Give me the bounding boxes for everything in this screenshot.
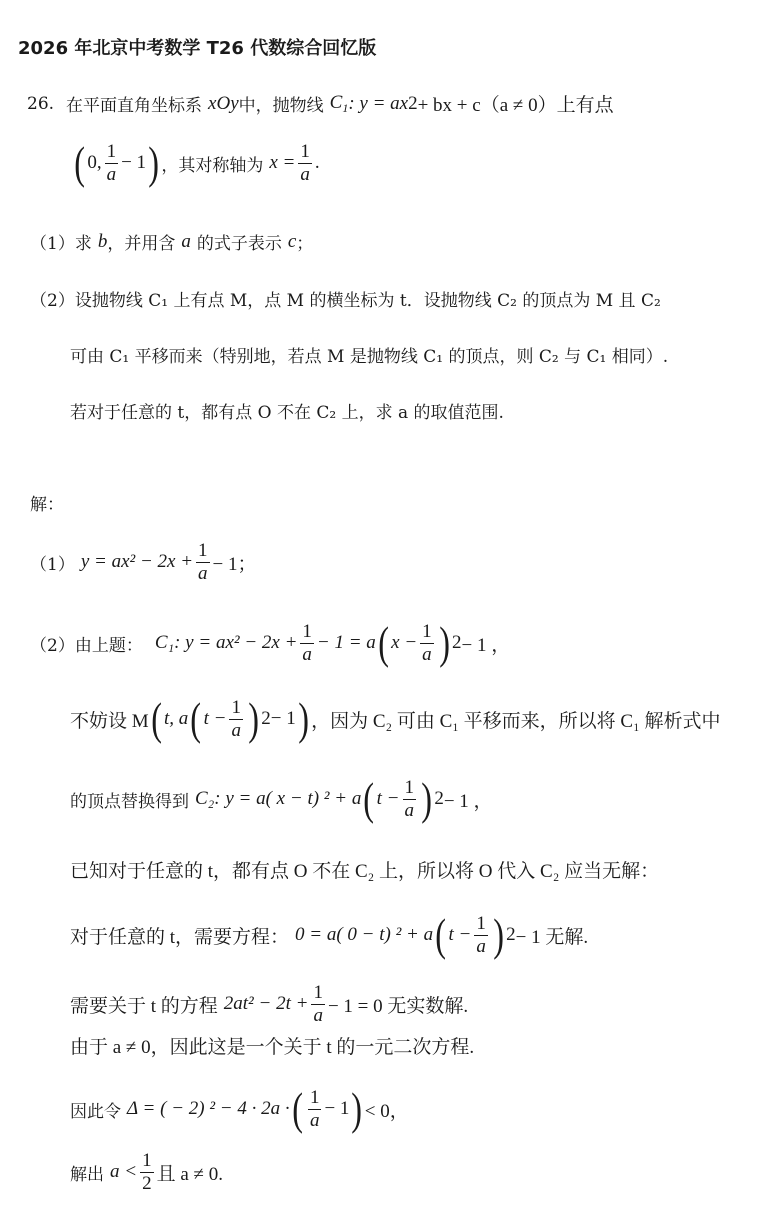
right-paren: )	[298, 693, 309, 744]
part-1	[30, 229, 313, 254]
solution9-equation: Δ = ( − 2) ² − 4 · 2a ·	[127, 1098, 290, 1119]
page-title: 2026 年北京中考数学 T26 代数综合回忆版	[18, 38, 377, 59]
right-paren: )	[438, 617, 450, 668]
problem-intro: 在平面直角坐标系	[66, 96, 203, 116]
problem-mid: 中，抛物线	[238, 96, 324, 116]
solution-6	[70, 909, 589, 960]
solution-9	[70, 1083, 409, 1134]
point-tail: − 1	[121, 152, 147, 173]
solution4-tail: − 1 ，	[443, 790, 493, 812]
var-c: c	[287, 230, 297, 252]
solution2-label: （2）由上题：	[30, 635, 143, 656]
solution-4	[70, 773, 493, 824]
solution7-tail: − 1 = 0 无实数解.	[327, 995, 469, 1017]
solution6-equation: 0 = a( 0 − t) ² + a	[295, 924, 434, 945]
left-paren: (	[363, 773, 375, 824]
left-paren: (	[74, 137, 86, 188]
solution3-post: ，因为 C₂ 可由 C₁ 平移而来，所以将 C₁ 解析式中	[311, 710, 721, 732]
part1-label: （1）求	[30, 234, 92, 254]
solution-3	[70, 693, 721, 744]
point-x: 0,	[87, 152, 102, 173]
solution2-x: x −	[391, 632, 418, 653]
fraction-1-over-a: $\frac{1}{a}$	[106, 140, 117, 185]
exp-2: 2	[261, 708, 271, 729]
solution4-equation: C₂: y = a( x − t) ² + a	[195, 788, 362, 809]
parabola-equation: : y = ax	[348, 92, 409, 114]
part1-text: ，并用含	[107, 234, 176, 254]
part-2-line-3: 若对于任意的 t，都有点 O 不在 C₂ 上，求 a 的取值范围.	[70, 403, 504, 423]
left-paren: (	[190, 693, 202, 744]
solution7-pre: 需要关于 t 的方程	[70, 995, 218, 1017]
solution6-pre: 对于任意的 t，需要方程：	[70, 926, 290, 948]
fraction-1-over-a: $\frac{1}{a}$	[313, 982, 323, 1026]
problem-number: 26.	[27, 93, 55, 114]
period: .	[314, 152, 320, 173]
solution7-equation: 2at² − 2t +	[223, 993, 309, 1015]
var-a: a	[181, 230, 191, 252]
right-paren: )	[421, 773, 433, 824]
solution9-pre: 因此令	[70, 1101, 121, 1122]
solution1-equation: y = ax² − 2x +	[80, 551, 194, 573]
exp-2: 2	[506, 924, 516, 945]
solution1-tail: − 1；	[212, 553, 257, 575]
part-2-line-1: （2）设抛物线 C₁ 上有点 M，点 M 的横坐标为 t．设抛物线 C₂ 的顶点为 M 且 C₂	[30, 291, 661, 311]
symmetry-text: ，其对称轴为	[161, 155, 264, 176]
part-2-line-2: 可由 C₁ 平移而来（特别地，若点 M 是抛物线 C₁ 的顶点，则 C₂ 与 C₁ 相同）.	[70, 347, 669, 367]
fraction-1-over-2: $\frac{1}{2}$	[142, 1150, 152, 1194]
solution10-tail: 且 a ≠ 0.	[156, 1163, 223, 1185]
right-paren: )	[148, 137, 160, 188]
exp-2: 2	[434, 788, 444, 809]
fraction-1-over-a: $\frac{1}{a}$	[422, 620, 432, 665]
solution4-t: t −	[376, 788, 400, 809]
solution2-mid: − 1 = a	[316, 632, 376, 653]
right-paren: )	[351, 1083, 363, 1134]
solution-7	[70, 982, 468, 1027]
solution3-t2: t −	[203, 708, 227, 729]
part1-text2: 的式子表示	[196, 234, 282, 254]
fraction-1-over-a: $\frac{1}{a}$	[302, 620, 312, 665]
symmetry-eq: x =	[269, 152, 296, 173]
problem-line-1	[27, 90, 614, 117]
solution6-tail: − 1 无解.	[515, 926, 589, 948]
solution-label: 解：	[30, 495, 64, 515]
curve-c1: $C_1$	[329, 91, 349, 115]
solution10-pre: 解出	[70, 1164, 104, 1185]
fraction-1-over-a: $\frac{1}{a}$	[231, 696, 241, 741]
solution2-equation: C₁: y = ax² − 2x +	[154, 632, 298, 653]
part1-end: ；	[296, 234, 314, 254]
fraction-1-over-a: $\frac{1}{a}$	[309, 1086, 320, 1131]
solution2-tail: − 1 ，	[461, 634, 511, 656]
parabola-equation-rest: + bx + c（a ≠ 0）上有点	[417, 95, 614, 116]
solution3-pre: 不妨设 M	[70, 710, 149, 732]
solution3-tail: − 1	[270, 708, 296, 729]
solution-5: 已知对于任意的 t，都有点 O 不在 C₂ 上，所以将 O 代入 C₂ 应当无解：	[70, 861, 660, 882]
coord-system: xOy	[208, 92, 239, 114]
exp-2: 2	[451, 632, 462, 653]
solution1-label: （1）	[30, 554, 75, 575]
solution-10	[70, 1150, 223, 1195]
left-paren: (	[150, 693, 162, 744]
right-paren: )	[248, 693, 259, 744]
solution9-end: < 0，	[364, 1100, 409, 1122]
left-paren: (	[435, 909, 447, 960]
solution10-equation: a <	[110, 1161, 138, 1183]
right-paren: )	[493, 909, 504, 960]
left-paren: (	[378, 617, 389, 668]
var-b: b	[97, 230, 108, 252]
fraction-1-over-a: $\frac{1}{a}$	[198, 540, 208, 584]
solution4-pre: 的顶点替换得到	[70, 791, 189, 812]
fraction-1-over-a: $\frac{1}{a}$	[404, 776, 415, 821]
solution-2	[30, 617, 511, 668]
fraction-axis: $\frac{1}{a}$	[300, 140, 310, 185]
solution3-t: t, a	[163, 708, 189, 729]
solution-8: 由于 a ≠ 0，因此这是一个关于 t 的一元二次方程.	[70, 1037, 475, 1058]
solution6-t: t −	[448, 924, 472, 945]
solution-1	[30, 540, 257, 585]
left-paren: (	[291, 1083, 303, 1134]
exp-2: 2	[408, 92, 418, 114]
fraction-1-over-a: $\frac{1}{a}$	[476, 912, 486, 957]
problem-line-2	[72, 137, 320, 188]
solution9-tail: − 1	[324, 1098, 350, 1119]
